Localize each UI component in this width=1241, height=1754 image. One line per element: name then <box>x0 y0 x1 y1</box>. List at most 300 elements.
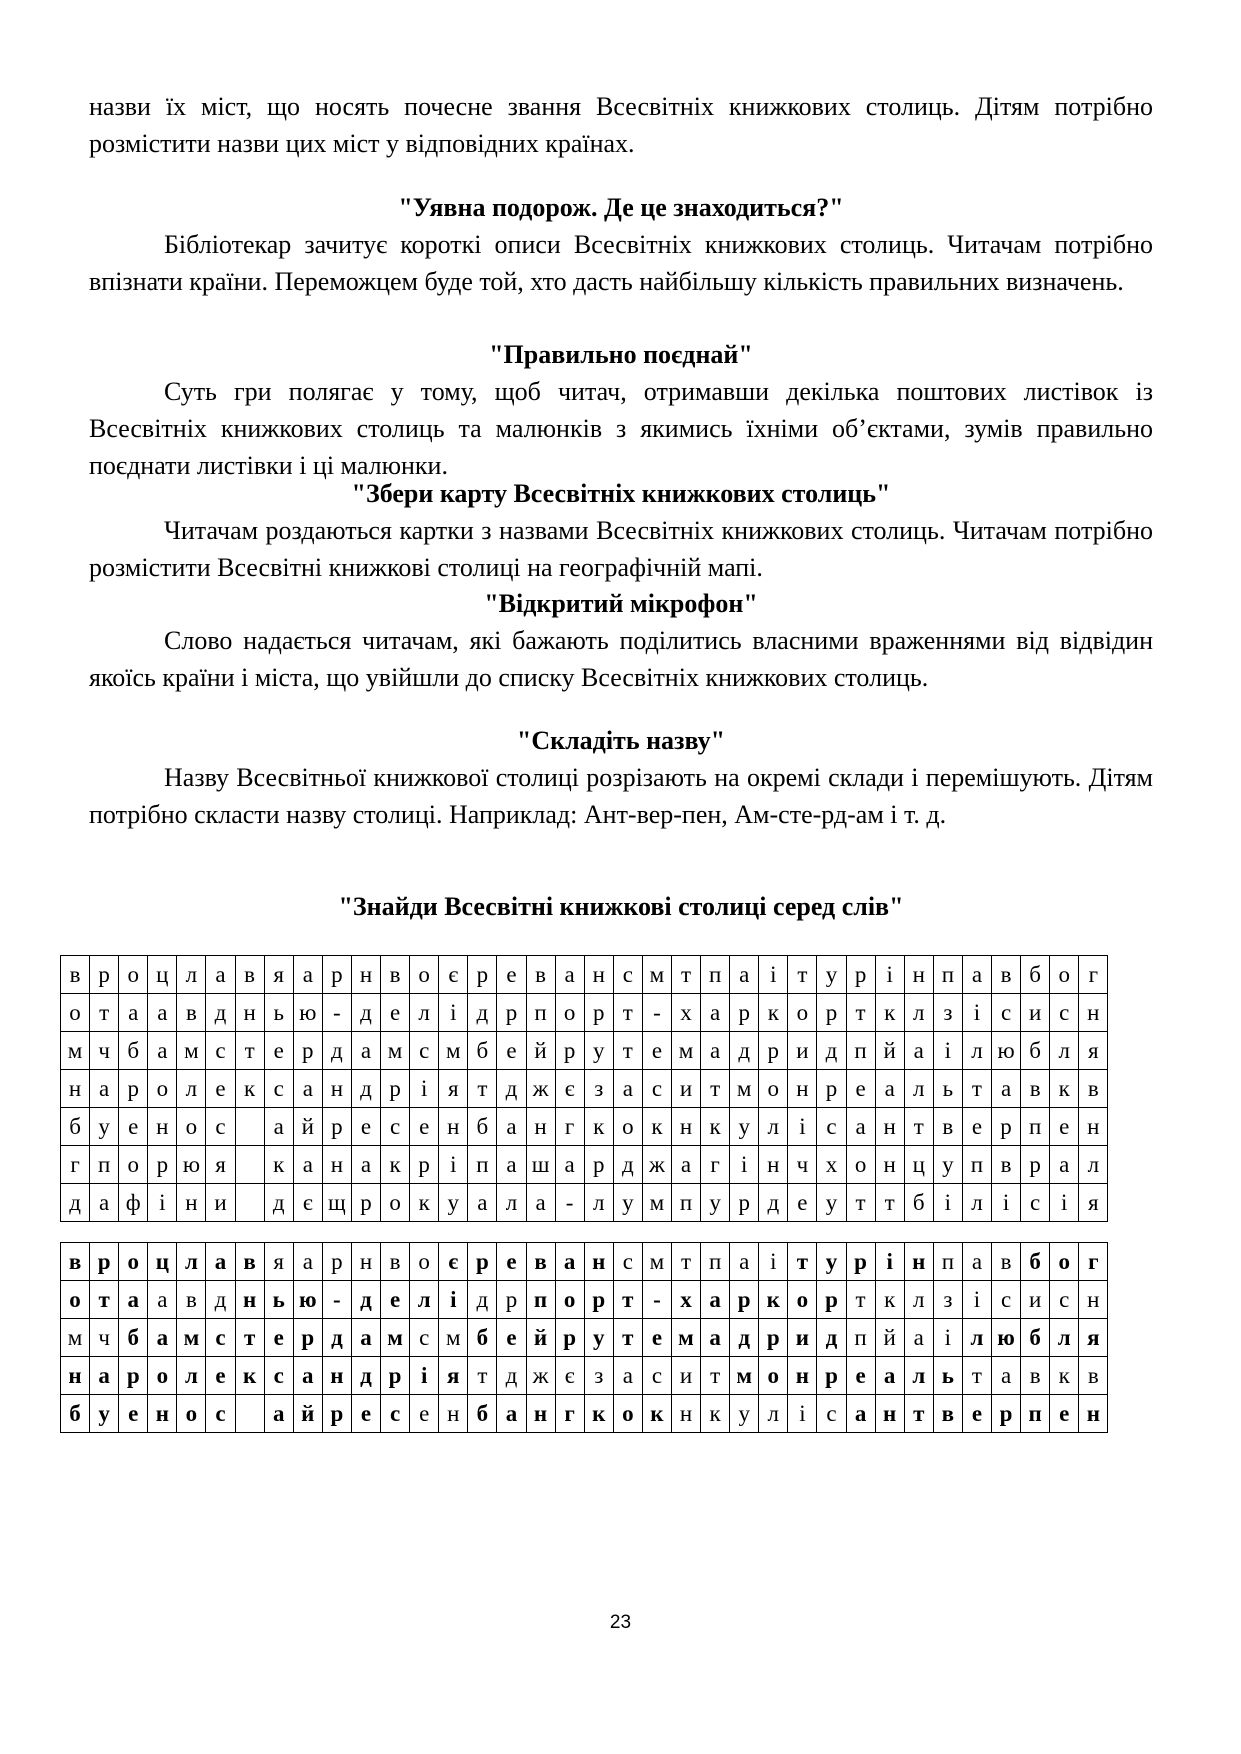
grid-cell: н <box>351 956 380 994</box>
grid-cell: р <box>730 1184 759 1222</box>
grid-cell: а <box>730 1243 759 1281</box>
grid-cell: н <box>61 1357 90 1395</box>
answer-grid <box>60 1242 1108 1433</box>
grid-cell: с <box>817 1108 846 1146</box>
grid-cell: а <box>90 1357 119 1395</box>
grid-cell: в <box>61 956 90 994</box>
grid-cell: т <box>468 1070 497 1108</box>
grid-cell: п <box>1021 1108 1050 1146</box>
grid-cell: е <box>351 1395 380 1433</box>
grid-cell: - <box>642 994 671 1032</box>
grid-cell: т <box>613 1281 642 1319</box>
grid-cell: а <box>148 1032 177 1070</box>
intro-paragraph: назви їх міст, що носять почесне звання Всесвітніх книжкових столиць. Дітям потрібно розмістити назви цих міст у відповідних країнах. <box>89 92 1153 158</box>
grid-cell: з <box>933 994 962 1032</box>
grid-cell: м <box>642 1184 671 1222</box>
grid-cell: р <box>90 956 119 994</box>
grid-cell: й <box>526 1319 555 1357</box>
grid-cell: і <box>410 1357 439 1395</box>
grid-cell: б <box>468 1319 497 1357</box>
grid-cell: т <box>468 1357 497 1395</box>
grid-cell: к <box>235 1070 264 1108</box>
section-text: Читачам роздаються картки з назвами Всесвітніх книжкових столиць. Читачам потрібно розмістити Всесвітні книжкові столиці на географічній мапі. <box>89 516 1153 582</box>
grid-cell: в <box>1079 1357 1108 1395</box>
grid-cell: й <box>293 1108 322 1146</box>
grid-row <box>61 1319 1108 1357</box>
grid-cell: л <box>1050 1319 1079 1357</box>
grid-cell: н <box>904 956 933 994</box>
grid-cell: л <box>177 956 206 994</box>
grid-cell: у <box>817 1184 846 1222</box>
grid-cell: е <box>497 1319 526 1357</box>
grid-cell: о <box>846 1146 875 1184</box>
grid-cell: а <box>875 1070 904 1108</box>
grid-cell: а <box>904 1319 933 1357</box>
grid-cell: р <box>730 994 759 1032</box>
grid-cell: е <box>846 1357 875 1395</box>
grid-cell: п <box>846 1319 875 1357</box>
grid-cell: н <box>177 1184 206 1222</box>
grid-cell: к <box>1050 1357 1079 1395</box>
grid-cell: л <box>177 1357 206 1395</box>
grid-cell: н <box>584 1243 613 1281</box>
grid-cell: т <box>875 1184 904 1222</box>
grid-cell: в <box>235 956 264 994</box>
grid-cell: л <box>759 1395 788 1433</box>
grid-cell: ж <box>642 1146 671 1184</box>
grid-cell: а <box>293 1357 322 1395</box>
grid-cell: у <box>817 956 846 994</box>
grid-cell: т <box>904 1395 933 1433</box>
grid-cell: а <box>671 1146 700 1184</box>
grid-cell: е <box>642 1319 671 1357</box>
grid-cell: л <box>904 1281 933 1319</box>
grid-cell: л <box>962 1184 991 1222</box>
grid-cell: а <box>1050 1146 1079 1184</box>
grid-cell <box>235 1146 264 1184</box>
grid-cell: н <box>788 1357 817 1395</box>
grid-row <box>61 1281 1108 1319</box>
grid-cell: ь <box>933 1070 962 1108</box>
grid-cell: є <box>293 1184 322 1222</box>
grid-cell: к <box>701 1395 730 1433</box>
grid-cell: т <box>846 1184 875 1222</box>
grid-cell: е <box>119 1108 148 1146</box>
grid-cell: к <box>642 1108 671 1146</box>
grid-cell: р <box>584 1146 613 1184</box>
grid-cell: н <box>235 994 264 1032</box>
grid-cell: т <box>846 994 875 1032</box>
grid-cell: я <box>439 1070 468 1108</box>
grid-cell: д <box>322 1319 351 1357</box>
grid-cell: а <box>206 1243 235 1281</box>
grid-row <box>61 994 1108 1032</box>
grid-cell: н <box>235 1281 264 1319</box>
grid-cell: і <box>439 1281 468 1319</box>
grid-cell: й <box>875 1032 904 1070</box>
grid-cell: л <box>962 1032 991 1070</box>
grid-cell: н <box>875 1108 904 1146</box>
grid-cell: м <box>381 1319 410 1357</box>
grid-cell: т <box>671 1243 700 1281</box>
grid-cell: е <box>264 1319 293 1357</box>
grid-cell: р <box>293 1032 322 1070</box>
grid-cell: а <box>497 1146 526 1184</box>
section-heading: "Складіть назву" <box>516 726 726 755</box>
grid-cell: п <box>90 1146 119 1184</box>
grid-cell: н <box>322 1146 351 1184</box>
grid-cell: а <box>148 1319 177 1357</box>
grid-cell: е <box>788 1184 817 1222</box>
grid-cell: и <box>788 1319 817 1357</box>
grid-cell: в <box>61 1243 90 1281</box>
grid-cell: п <box>962 1146 991 1184</box>
section-5 <box>89 722 1153 833</box>
grid-cell: а <box>90 1184 119 1222</box>
grid-cell: с <box>206 1032 235 1070</box>
grid-cell: н <box>759 1146 788 1184</box>
grid-cell: л <box>497 1184 526 1222</box>
grid-cell: р <box>730 1281 759 1319</box>
grid-cell: а <box>206 956 235 994</box>
grid-cell: в <box>1079 1070 1108 1108</box>
grid-cell: д <box>206 994 235 1032</box>
grid-cell: я <box>439 1357 468 1395</box>
grid-cell: а <box>701 1281 730 1319</box>
grid-cell: б <box>468 1108 497 1146</box>
grid-cell <box>235 1184 264 1222</box>
grid-cell: е <box>497 1032 526 1070</box>
grid-cell: т <box>701 1070 730 1108</box>
grid-row <box>61 1070 1108 1108</box>
grid-cell: в <box>381 1243 410 1281</box>
grid-cell: я <box>1079 1319 1108 1357</box>
grid-cell: ч <box>90 1032 119 1070</box>
grid-cell: х <box>671 1281 700 1319</box>
grid-cell: є <box>555 1070 584 1108</box>
grid-cell: н <box>875 1395 904 1433</box>
grid-cell: е <box>497 956 526 994</box>
grid-cell: а <box>351 1319 380 1357</box>
grid-cell: д <box>730 1319 759 1357</box>
grid-cell: с <box>642 1357 671 1395</box>
grid-cell: к <box>759 994 788 1032</box>
grid-cell: а <box>148 1281 177 1319</box>
grid-cell: е <box>264 1032 293 1070</box>
grid-cell: р <box>148 1146 177 1184</box>
grid-cell: с <box>206 1319 235 1357</box>
grid-cell: і <box>439 1146 468 1184</box>
grid-cell: а <box>992 1070 1021 1108</box>
grid-cell: е <box>206 1357 235 1395</box>
grid-cell: с <box>264 1357 293 1395</box>
grid-cell: р <box>351 1184 380 1222</box>
grid-row <box>61 956 1108 994</box>
grid-cell: а <box>846 1108 875 1146</box>
grid-row <box>61 1146 1108 1184</box>
section-text: Суть гри полягає у тому, щоб читач, отримавши декілька поштових листівок із Всесвітніх книжкових столиць та малюнків з якимись їхніми об’єктами, зумів правильно поєднати листівки і ці малюнки. <box>89 377 1153 480</box>
grid-cell: є <box>439 956 468 994</box>
grid-cell: у <box>933 1146 962 1184</box>
grid-cell: л <box>584 1184 613 1222</box>
grid-cell: п <box>846 1032 875 1070</box>
grid-cell: н <box>322 1070 351 1108</box>
grid-cell: л <box>177 1243 206 1281</box>
grid-row <box>61 1243 1108 1281</box>
grid-cell: а <box>148 994 177 1032</box>
grid-cell: п <box>701 956 730 994</box>
grid-cell: ю <box>992 1319 1021 1357</box>
grid-cell <box>235 1108 264 1146</box>
grid-cell: к <box>410 1184 439 1222</box>
grid-cell: н <box>351 1243 380 1281</box>
grid-cell: р <box>1021 1146 1050 1184</box>
grid-cell: т <box>701 1357 730 1395</box>
grid-cell: п <box>468 1146 497 1184</box>
grid-row <box>61 1184 1108 1222</box>
grid-cell: а <box>264 1395 293 1433</box>
grid-cell: с <box>992 1281 1021 1319</box>
grid-cell: б <box>1021 956 1050 994</box>
grid-cell: р <box>584 1281 613 1319</box>
grid-cell: т <box>788 956 817 994</box>
grid-cell: н <box>439 1395 468 1433</box>
grid-cell: д <box>817 1319 846 1357</box>
grid-cell: н <box>1079 1395 1108 1433</box>
grid-cell: е <box>119 1395 148 1433</box>
grid-cell: - <box>642 1281 671 1319</box>
grid-cell: у <box>817 1243 846 1281</box>
grid-cell: т <box>846 1281 875 1319</box>
grid-cell: о <box>555 1281 584 1319</box>
grid-cell: в <box>933 1108 962 1146</box>
grid-cell: а <box>293 1243 322 1281</box>
grid-cell: к <box>235 1357 264 1395</box>
grid-cell: д <box>817 1032 846 1070</box>
grid-cell: к <box>701 1108 730 1146</box>
section-heading: "Уявна подорож. Де це знаходиться?" <box>398 193 844 222</box>
grid-cell: н <box>61 1070 90 1108</box>
grid-cell: б <box>1021 1319 1050 1357</box>
grid-cell: т <box>904 1108 933 1146</box>
grid-cell: о <box>788 1281 817 1319</box>
grid-cell: і <box>933 1032 962 1070</box>
grid-cell: е <box>1050 1108 1079 1146</box>
grid-cell: р <box>497 994 526 1032</box>
grid-cell: ф <box>119 1184 148 1222</box>
grid-cell: о <box>759 1070 788 1108</box>
grid-cell: і <box>439 994 468 1032</box>
grid-cell: а <box>555 956 584 994</box>
grid-cell: о <box>148 1070 177 1108</box>
grid-cell: в <box>235 1243 264 1281</box>
grid-cell: ц <box>904 1146 933 1184</box>
grid-cell: к <box>264 1146 293 1184</box>
grid-cell: у <box>90 1108 119 1146</box>
grid-cell: р <box>322 956 351 994</box>
grid-cell: й <box>293 1395 322 1433</box>
grid-cell: р <box>555 1032 584 1070</box>
grid-cell: д <box>206 1281 235 1319</box>
grid-cell: е <box>410 1108 439 1146</box>
grid-cell: с <box>410 1319 439 1357</box>
grid-cell: с <box>264 1070 293 1108</box>
grid-cell: н <box>1079 1281 1108 1319</box>
grid-cell: в <box>1021 1357 1050 1395</box>
grid-cell: л <box>410 1281 439 1319</box>
grid-cell: з <box>584 1357 613 1395</box>
grid-cell: л <box>904 994 933 1032</box>
grid-cell: м <box>671 1032 700 1070</box>
grid-cell: в <box>1021 1070 1050 1108</box>
grid-cell: и <box>1021 1281 1050 1319</box>
grid-cell: в <box>177 994 206 1032</box>
grid-cell: е <box>381 1281 410 1319</box>
grid-cell: к <box>1050 1070 1079 1108</box>
grid-row <box>61 1395 1108 1433</box>
grid-cell: і <box>875 1243 904 1281</box>
grid-cell: д <box>351 1281 380 1319</box>
grid-cell: р <box>322 1108 351 1146</box>
grid-cell: р <box>90 1243 119 1281</box>
grid-cell: л <box>962 1319 991 1357</box>
grid-cell: ь <box>264 1281 293 1319</box>
grid-cell: т <box>235 1032 264 1070</box>
grid-cell: л <box>177 1070 206 1108</box>
grid-cell: ч <box>788 1146 817 1184</box>
grid-cell: с <box>1021 1184 1050 1222</box>
grid-cell: р <box>293 1319 322 1357</box>
grid-cell: к <box>381 1146 410 1184</box>
grid-cell: є <box>555 1357 584 1395</box>
grid-cell: б <box>904 1184 933 1222</box>
grid-cell: о <box>119 1146 148 1184</box>
grid-cell: я <box>264 956 293 994</box>
grid-cell: с <box>410 1032 439 1070</box>
grid-cell: с <box>1050 994 1079 1032</box>
grid-cell: и <box>788 1032 817 1070</box>
grid-cell: - <box>555 1184 584 1222</box>
grid-cell: а <box>497 1395 526 1433</box>
grid-cell: с <box>817 1395 846 1433</box>
grid-cell: д <box>264 1184 293 1222</box>
grid-cell: о <box>788 994 817 1032</box>
grid-cell: б <box>468 1395 497 1433</box>
grid-cell: а <box>730 956 759 994</box>
grid-cell: м <box>61 1319 90 1357</box>
grid-cell: у <box>613 1184 642 1222</box>
grid-cell: с <box>642 1070 671 1108</box>
grid-cell: е <box>206 1070 235 1108</box>
grid-cell: р <box>555 1319 584 1357</box>
section-text: Бібліотекар зачитує короткі описи Всесвітніх книжкових столиць. Читачам потрібно впізнати країни. Переможцем буде той, хто дасть найбільшу кількість правильних визначень. <box>89 230 1153 296</box>
grid-cell: д <box>497 1357 526 1395</box>
grid-cell: о <box>61 1281 90 1319</box>
grid-cell: б <box>61 1395 90 1433</box>
grid-cell: я <box>1079 1032 1108 1070</box>
grid-cell: а <box>701 994 730 1032</box>
grid-cell: м <box>671 1319 700 1357</box>
grid-cell: ю <box>293 994 322 1032</box>
grid-cell: а <box>293 956 322 994</box>
grid-cell: б <box>1021 1032 1050 1070</box>
grid-cell: с <box>613 956 642 994</box>
grid-cell: к <box>875 994 904 1032</box>
grid-cell: н <box>671 1108 700 1146</box>
grid-cell: д <box>613 1146 642 1184</box>
grid-cell: і <box>992 1184 1021 1222</box>
grid-cell: н <box>875 1146 904 1184</box>
section-heading: "Відкритий мікрофон" <box>484 589 758 618</box>
grid-cell: р <box>817 1070 846 1108</box>
grid-cell: ч <box>90 1319 119 1357</box>
section-1 <box>89 189 1153 300</box>
grid-cell: а <box>293 1146 322 1184</box>
grid-cell: б <box>1021 1243 1050 1281</box>
grid-cell: з <box>584 1070 613 1108</box>
grid-cell: м <box>177 1032 206 1070</box>
page-number: 23 <box>609 1612 632 1633</box>
grid-cell: а <box>293 1070 322 1108</box>
grid-cell: о <box>381 1184 410 1222</box>
grid-cell: о <box>613 1395 642 1433</box>
grid-cell: в <box>992 1146 1021 1184</box>
grid-cell: р <box>410 1146 439 1184</box>
grid-cell: ж <box>526 1357 555 1395</box>
grid-cell: а <box>846 1395 875 1433</box>
grid-cell: н <box>788 1070 817 1108</box>
grid-cell: п <box>933 1243 962 1281</box>
grid-cell: г <box>555 1108 584 1146</box>
grid-cell: н <box>1079 1108 1108 1146</box>
grid-cell: у <box>90 1395 119 1433</box>
grid-cell: с <box>992 994 1021 1032</box>
grid-cell: я <box>264 1243 293 1281</box>
grid-cell: я <box>1079 1184 1108 1222</box>
grid-cell: і <box>788 1108 817 1146</box>
grid-cell: є <box>439 1243 468 1281</box>
grid-cell: е <box>410 1395 439 1433</box>
grid-cell: е <box>1050 1395 1079 1433</box>
grid-row <box>61 1032 1108 1070</box>
grid-cell: о <box>119 1243 148 1281</box>
grid-cell: г <box>1079 956 1108 994</box>
grid-cell: н <box>1079 994 1108 1032</box>
grid-cell: к <box>759 1281 788 1319</box>
grid-cell: т <box>613 1319 642 1357</box>
grid-cell: м <box>642 1243 671 1281</box>
grid-cell: р <box>381 1070 410 1108</box>
grid-cell: к <box>584 1108 613 1146</box>
grid-cell: а <box>992 1357 1021 1395</box>
grid-cell: ю <box>992 1032 1021 1070</box>
grid-cell: а <box>119 994 148 1032</box>
grid-cell: в <box>526 1243 555 1281</box>
grid-cell: к <box>642 1395 671 1433</box>
grid-cell: п <box>671 1184 700 1222</box>
grid-cell: и <box>1021 994 1050 1032</box>
grid-cell: с <box>381 1395 410 1433</box>
grid-cell: о <box>555 994 584 1032</box>
grid-cell: м <box>730 1357 759 1395</box>
grid-cell: а <box>701 1319 730 1357</box>
section-4 <box>89 585 1153 696</box>
grid-cell: а <box>962 956 991 994</box>
grid-cell: р <box>468 1243 497 1281</box>
grid-cell: с <box>613 1243 642 1281</box>
grid-cell: р <box>497 1281 526 1319</box>
grid-cell: н <box>439 1108 468 1146</box>
